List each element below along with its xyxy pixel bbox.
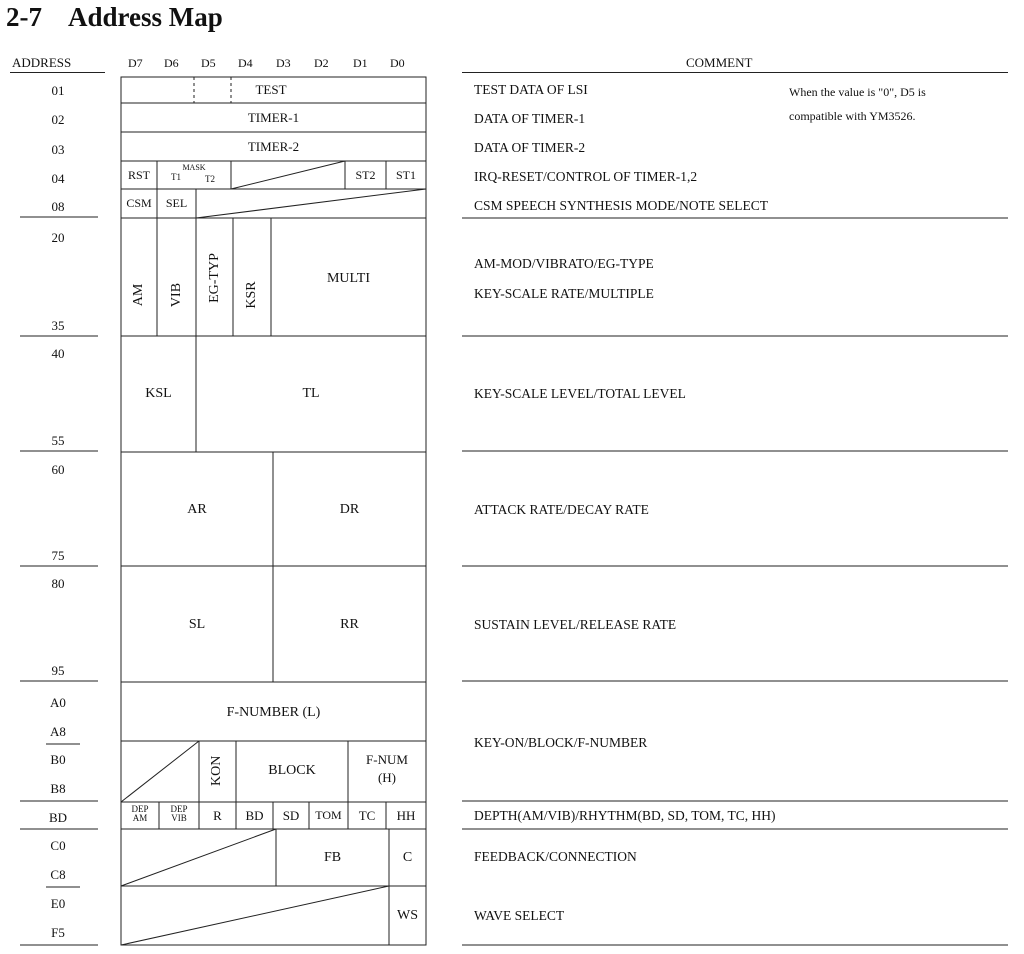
address-c8: C8 [50, 867, 66, 882]
field-sl: SL [188, 617, 206, 632]
address-40: 40 [51, 346, 65, 361]
address-f5: F5 [51, 925, 65, 940]
address-b0: B0 [50, 752, 66, 767]
comment-20a: AM-MOD/VIBRATO/EG-TYPE [474, 256, 654, 271]
field-hh: HH [396, 808, 416, 823]
field-dep-am-top: DEP [131, 804, 149, 814]
field-tc: TC [358, 808, 376, 823]
address-35: 35 [51, 318, 65, 333]
address-75: 75 [51, 548, 65, 563]
field-vib: VIB [169, 282, 184, 308]
bit-d5: D5 [201, 56, 216, 70]
comment-80: SUSTAIN LEVEL/RELEASE RATE [474, 617, 677, 632]
address-02: 02 [51, 112, 65, 127]
field-st2: ST2 [355, 168, 376, 182]
bit-d1: D1 [353, 56, 368, 70]
section-title: 2-7 Address Map [6, 2, 223, 32]
comment-bd: DEPTH(AM/VIB)/RHYTHM(BD, SD, TOM, TC, HH) [474, 808, 776, 823]
field-dep-vib-bottom: VIB [171, 813, 187, 823]
field-mask: MASK [182, 163, 206, 172]
comment-header: COMMENT [686, 55, 753, 70]
address-header: ADDRESS [12, 55, 72, 70]
comment-a0: KEY-ON/BLOCK/F-NUMBER [474, 735, 648, 750]
field-rst: RST [127, 168, 150, 182]
field-tl: TL [302, 386, 320, 401]
field-sel: SEL [165, 196, 188, 210]
address-bd: BD [48, 810, 68, 825]
address-20: 20 [51, 230, 65, 245]
field-ar: AR [187, 502, 207, 517]
field-bd: BD [245, 808, 264, 823]
comment-c0: FEEDBACK/CONNECTION [474, 849, 637, 864]
address-60: 60 [51, 462, 65, 477]
address-95: 95 [51, 663, 65, 678]
comment-08: CSM SPEECH SYNTHESIS MODE/NOTE SELECT [474, 198, 769, 213]
address-01: 01 [51, 83, 65, 98]
field-mask-t1: T1 [171, 172, 181, 182]
note-line-1: When the value is "0", D5 is [789, 85, 926, 99]
comment-02: DATA OF TIMER-1 [474, 111, 586, 126]
field-dep-vib-top: DEP [170, 804, 188, 814]
field-multi: MULTI [326, 271, 371, 286]
note-line-2: compatible with YM3526. [789, 109, 916, 123]
field-fnum-h-bottom: (H) [377, 770, 397, 785]
address-e0: E0 [50, 896, 66, 911]
field-egtyp: EG-TYP [207, 253, 222, 303]
field-am: AM [131, 283, 146, 307]
bit-d7: D7 [128, 56, 143, 70]
field-tom: TOM [315, 808, 342, 822]
comment-e0: WAVE SELECT [474, 908, 565, 923]
field-dep-am-bottom: AM [132, 813, 148, 823]
field-timer2: TIMER-2 [247, 139, 300, 154]
address-80: 80 [51, 576, 65, 591]
field-r: R [213, 808, 222, 823]
bit-d3: D3 [276, 56, 291, 70]
field-c: C [402, 850, 413, 865]
address-08: 08 [51, 199, 65, 214]
bit-d6: D6 [164, 56, 179, 70]
address-b8: B8 [50, 781, 66, 796]
address-a0: A0 [50, 695, 66, 710]
field-dr: DR [339, 502, 360, 517]
address-a8: A8 [50, 724, 66, 739]
field-kon: KON [209, 755, 224, 786]
bit-d0: D0 [390, 56, 405, 70]
address-04: 04 [51, 171, 65, 186]
bit-d4: D4 [238, 56, 253, 70]
field-fnumber-l: F-NUMBER (L) [226, 705, 321, 720]
field-ws: WS [397, 908, 418, 923]
field-test: TEST [255, 82, 287, 97]
address-c0: C0 [50, 838, 66, 853]
field-st1: ST1 [395, 168, 416, 182]
field-block: BLOCK [268, 763, 316, 778]
field-ksr: KSR [244, 281, 259, 309]
field-mask-t2: T2 [205, 174, 215, 184]
comment-20b: KEY-SCALE RATE/MULTIPLE [474, 286, 654, 301]
field-fb: FB [323, 850, 342, 865]
field-fnum-h-top: F-NUM [366, 752, 408, 767]
address-55: 55 [51, 433, 65, 448]
comment-40: KEY-SCALE LEVEL/TOTAL LEVEL [474, 386, 686, 401]
bit-d2: D2 [314, 56, 329, 70]
field-csm: CSM [126, 196, 152, 210]
address-03: 03 [51, 142, 65, 157]
comment-03: DATA OF TIMER-2 [474, 140, 586, 155]
field-sd: SD [282, 808, 300, 823]
comment-04: IRQ-RESET/CONTROL OF TIMER-1,2 [474, 169, 698, 184]
comment-01: TEST DATA OF LSI [474, 82, 588, 97]
field-ksl: KSL [145, 386, 172, 401]
field-timer1: TIMER-1 [247, 110, 300, 125]
field-rr: RR [340, 617, 359, 632]
comment-60: ATTACK RATE/DECAY RATE [474, 502, 649, 517]
